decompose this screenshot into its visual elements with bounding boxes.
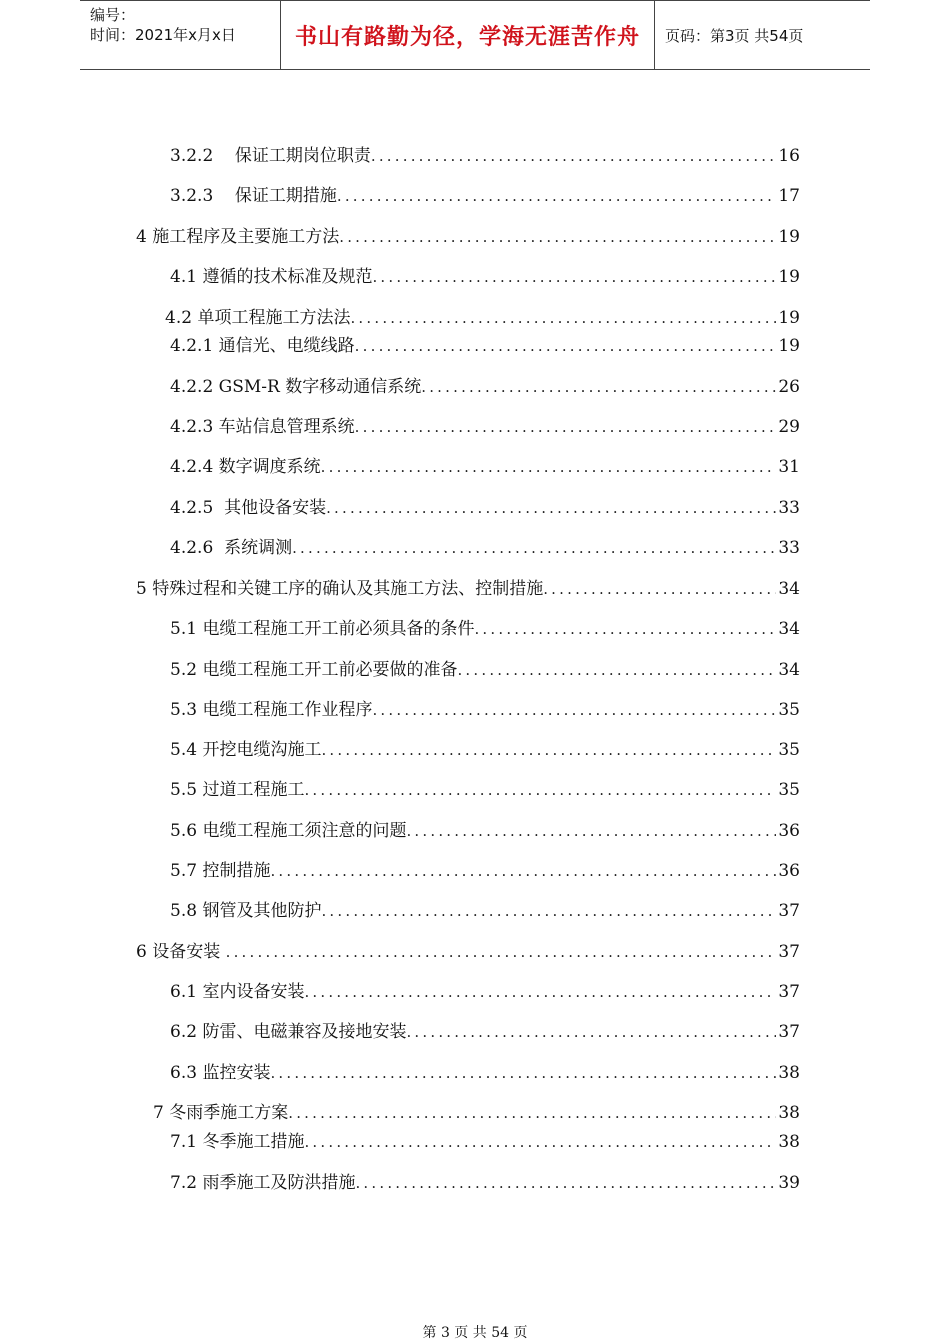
toc-entry-title: 5.7 控制措施 [170, 861, 271, 881]
toc-dot-leader [321, 454, 777, 480]
toc-entry[interactable] [170, 898, 800, 924]
toc-entry-page-number: 39 [778, 1173, 800, 1193]
toc-dot-leader [350, 305, 776, 331]
toc-entry[interactable] [170, 1019, 800, 1045]
toc-entry[interactable] [170, 454, 800, 480]
toc-dot-leader [270, 1060, 776, 1086]
toc-dot-leader [355, 1170, 776, 1196]
toc-entry[interactable] [170, 616, 800, 642]
toc-entry[interactable] [170, 414, 800, 440]
toc-entry-page-number: 36 [778, 821, 800, 841]
toc-dot-leader [304, 777, 776, 803]
toc-entry-page-number: 19 [778, 308, 800, 328]
toc-dot-leader [270, 858, 776, 884]
toc-entry-title: 7 冬雨季施工方案 [153, 1103, 289, 1123]
toc-entry[interactable] [170, 858, 800, 884]
toc-entry-page-number: 37 [778, 901, 800, 921]
toc-entry[interactable] [170, 143, 800, 169]
toc-entry-title: 7.1 冬季施工措施 [170, 1132, 305, 1152]
toc-dot-leader [226, 939, 777, 965]
toc-entry[interactable] [170, 657, 800, 683]
toc-dot-leader [326, 495, 776, 521]
toc-entry-title: 5.3 电缆工程施工作业程序 [170, 700, 373, 720]
toc-entry-page-number: 34 [778, 579, 800, 599]
toc-entry-page-number: 37 [778, 942, 800, 962]
toc-entry-page-number: 16 [778, 146, 800, 166]
toc-dot-leader [457, 657, 776, 683]
toc-entry-page-number: 35 [778, 780, 800, 800]
toc-entry[interactable] [170, 818, 800, 844]
toc-entry[interactable] [170, 495, 800, 521]
toc-entry[interactable] [170, 374, 800, 400]
toc-entry-title: 5.8 钢管及其他防护 [170, 901, 322, 921]
toc-dot-leader [337, 183, 776, 209]
toc-dot-leader [406, 1019, 776, 1045]
page-footer: 第 3 页 共 54 页 [422, 1325, 528, 1341]
toc-entry[interactable] [170, 183, 800, 209]
toc-entry-title: 4 施工程序及主要施工方法 [136, 227, 340, 247]
toc-entry-title: 5.6 电缆工程施工须注意的问题 [170, 821, 407, 841]
toc-entry-page-number: 37 [778, 982, 800, 1002]
toc-entry[interactable] [170, 1129, 800, 1155]
toc-dot-leader [321, 898, 776, 924]
toc-dot-leader [288, 1100, 776, 1126]
toc-entry-page-number: 19 [778, 227, 800, 247]
toc-entry-page-number: 38 [778, 1063, 800, 1083]
toc-entry[interactable] [170, 1060, 800, 1086]
toc-entry-page-number: 34 [778, 660, 800, 680]
toc-dot-leader [292, 535, 776, 561]
toc-dot-leader [372, 264, 776, 290]
page-info-text: 页码：第3页 共54页 [665, 26, 804, 45]
toc-entry-title: 3.2.2 保证工期岗位职责 [170, 146, 371, 166]
document-number-label: 编号： [90, 6, 136, 24]
toc-entry[interactable] [170, 697, 800, 723]
toc-entry[interactable] [170, 737, 800, 763]
toc-entry-page-number: 29 [778, 417, 800, 437]
toc-dot-leader [355, 414, 777, 440]
toc-entry-page-number: 38 [778, 1132, 800, 1152]
toc-entry-page-number: 19 [778, 267, 800, 287]
toc-entry-page-number: 36 [778, 861, 800, 881]
toc-dot-leader [406, 818, 776, 844]
toc-entry[interactable] [170, 1170, 800, 1196]
toc-entry-title: 5.2 电缆工程施工开工前必要做的准备 [170, 660, 458, 680]
toc-dot-leader [304, 1129, 776, 1155]
toc-dot-leader [372, 697, 776, 723]
toc-dot-leader [339, 224, 776, 250]
toc-entry-title: 4.2.6 系统调测 [170, 538, 293, 558]
toc-dot-leader [371, 143, 776, 169]
toc-dot-leader [321, 737, 776, 763]
toc-entry-page-number: 17 [778, 186, 800, 206]
toc-dot-leader [543, 576, 776, 602]
toc-entry-page-number: 26 [778, 377, 800, 397]
toc-entry[interactable] [170, 777, 800, 803]
toc-entry-title: 4.1 遵循的技术标准及规范 [170, 267, 373, 287]
toc-entry[interactable] [165, 305, 800, 331]
toc-entry[interactable] [170, 333, 800, 359]
toc-entry-page-number: 35 [778, 740, 800, 760]
toc-entry-page-number: 38 [778, 1103, 800, 1123]
toc-entry[interactable] [136, 224, 800, 250]
toc-entry-title: 5.1 电缆工程施工开工前必须具备的条件 [170, 619, 475, 639]
toc-entry[interactable] [170, 264, 800, 290]
toc-entry-page-number: 35 [778, 700, 800, 720]
toc-entry-page-number: 33 [778, 498, 800, 518]
toc-dot-leader [421, 374, 776, 400]
toc-entry-title: 7.2 雨季施工及防洪措施 [170, 1173, 356, 1193]
toc-entry[interactable] [170, 535, 800, 561]
toc-entry-page-number: 33 [778, 538, 800, 558]
toc-entry-title: 4.2.4 数字调度系统 [170, 457, 321, 477]
motto-text: 书山有路勤为径，学海无涯苦作舟 [294, 23, 640, 50]
toc-entry-title: 4.2.5 其他设备安装 [170, 498, 327, 518]
toc-entry[interactable] [136, 939, 800, 965]
toc-dot-leader [474, 616, 776, 642]
toc-entry[interactable] [136, 576, 800, 602]
toc-dot-leader [304, 979, 776, 1005]
toc-entry-title: 4.2.1 通信光、电缆线路 [170, 336, 355, 356]
toc-entry-title: 4.2.2 GSM-R 数字移动通信系统 [170, 377, 422, 397]
toc-entry-title: 5.4 开挖电缆沟施工 [170, 740, 322, 760]
toc-entry-title: 6 设备安装 [136, 942, 226, 962]
toc-entry-page-number: 37 [778, 1022, 800, 1042]
toc-entry-title: 4.2 单项工程施工方法法 [165, 308, 351, 328]
toc-entry-page-number: 31 [778, 457, 800, 477]
toc-dot-leader [355, 333, 777, 359]
toc-entry[interactable] [170, 979, 800, 1005]
toc-entry-title: 6.1 室内设备安装 [170, 982, 305, 1002]
toc-entry-title: 4.2.3 车站信息管理系统 [170, 417, 355, 437]
toc-entry-title: 6.3 监控安装 [170, 1063, 271, 1083]
toc-entry-page-number: 19 [778, 336, 800, 356]
toc-entry-title: 5.5 过道工程施工 [170, 780, 305, 800]
document-time-label: 时间：2021年x月x日 [90, 26, 236, 44]
toc-entry-title: 5 特殊过程和关键工序的确认及其施工方法、控制措施 [136, 579, 544, 599]
toc-entry-page-number: 34 [778, 619, 800, 639]
toc-entry[interactable] [153, 1100, 800, 1126]
toc-entry-title: 6.2 防雷、电磁兼容及接地安装 [170, 1022, 407, 1042]
toc-entry-title: 3.2.3 保证工期措施 [170, 186, 337, 206]
